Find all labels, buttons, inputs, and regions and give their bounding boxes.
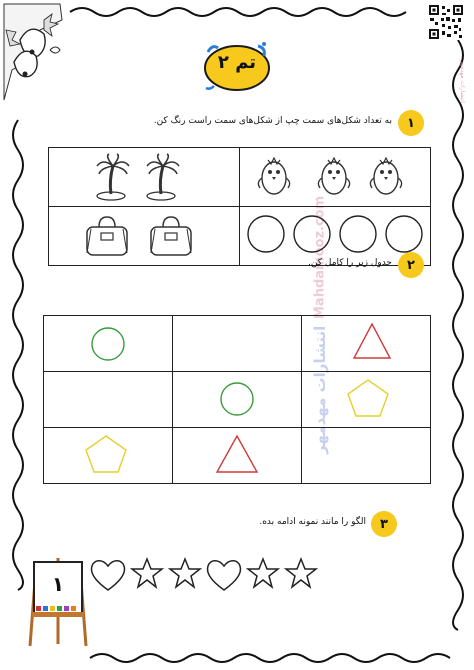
pentagon-shape [86, 436, 126, 472]
empty-circle-shape[interactable] [340, 216, 376, 252]
palm-tree-icon [97, 154, 129, 200]
side-note: انتشارات مهدمهر [459, 60, 466, 103]
heart-icon [208, 561, 241, 590]
bird-icon [318, 158, 349, 194]
heart-icon [92, 561, 125, 590]
bag-icon [87, 217, 127, 255]
watermark-publisher: انتشارات مهدمهر [311, 325, 329, 454]
easel-number: ۱ [51, 572, 65, 596]
empty-circle-shape[interactable] [386, 216, 422, 252]
triangle-shape [354, 324, 390, 358]
star-icon [170, 559, 200, 587]
page-title: تم ۲ [217, 52, 257, 73]
bird-icon [258, 158, 289, 194]
q1-cell-bags [49, 207, 240, 266]
easel-icon [28, 548, 88, 648]
question-2-number: ۲ [398, 252, 424, 278]
q2-table [43, 315, 431, 484]
q2-cell[interactable] [302, 372, 431, 428]
q2-cell[interactable] [302, 316, 431, 372]
bird-icon [370, 158, 401, 194]
star-icon [132, 559, 162, 587]
bag-icon [151, 217, 191, 255]
empty-circle-shape[interactable] [294, 216, 330, 252]
q2-cell[interactable] [173, 428, 302, 484]
q2-cell-empty[interactable] [44, 372, 173, 428]
triangle-shape [217, 436, 257, 472]
watermark-site: Mahdamooz.com [312, 196, 328, 320]
question-3-number: ۳ [371, 511, 397, 537]
circle-shape [221, 383, 253, 415]
q1-table [48, 147, 431, 266]
q2-cell[interactable] [44, 316, 173, 372]
q2-cell-empty[interactable] [173, 316, 302, 372]
pentagon-shape [348, 380, 388, 416]
star-icon [286, 559, 316, 587]
circle-shape [92, 328, 124, 360]
q2-cell-empty[interactable] [302, 428, 431, 484]
question-1-text: به تعداد شکل‌های سمت چپ از شکل‌های سمت راست رنگ کن. [153, 116, 392, 126]
q2-cell[interactable] [44, 428, 173, 484]
q1-cell-palm-trees [49, 148, 240, 207]
question-1-number: ۱ [398, 110, 424, 136]
star-icon [248, 559, 278, 587]
corner-ornament [4, 4, 62, 100]
question-3-text: الگو را مانند نمونه ادامه بده. [259, 517, 366, 527]
question-2-text: جدول زیر را کامل کن. [308, 258, 392, 268]
palm-tree-icon [147, 154, 179, 200]
q1-cell-birds [240, 148, 431, 207]
pattern-row [88, 556, 324, 592]
q2-cell[interactable] [173, 372, 302, 428]
empty-circle-shape[interactable] [248, 216, 284, 252]
qr-code [428, 4, 464, 40]
